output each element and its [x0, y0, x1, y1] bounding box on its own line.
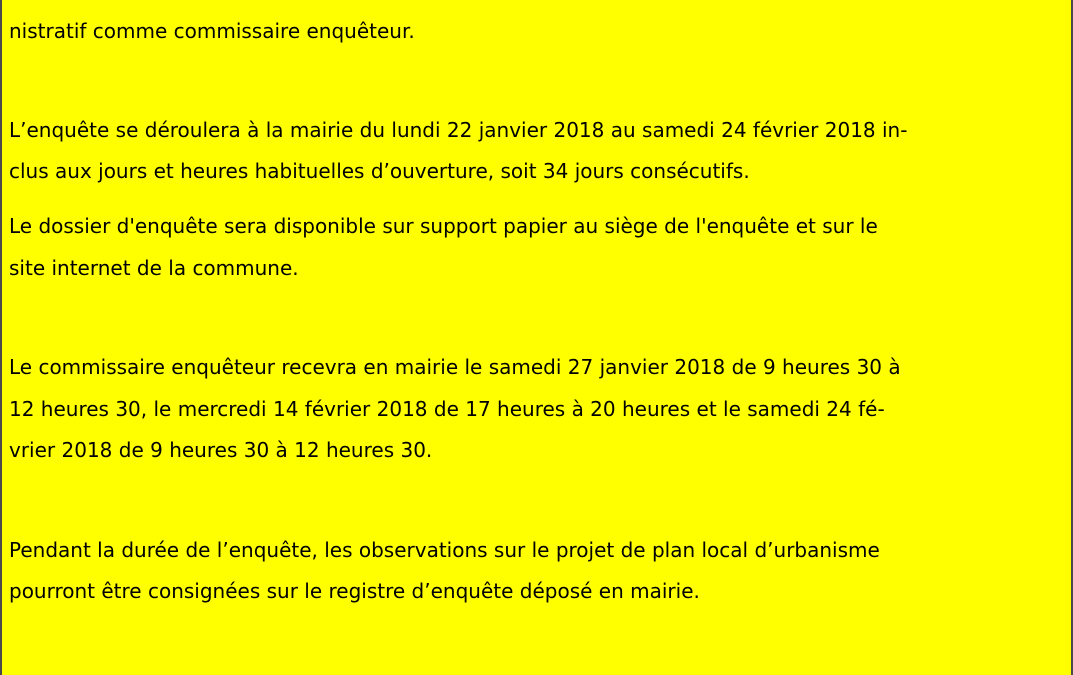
permanences-line-2: 12 heures 30, le mercredi 14 février 2018 de 17 heures à 20 heures et le samedi 24 fé-: [9, 397, 885, 421]
permanences-line-3: vrier 2018 de 9 heures 30 à 12 heures 30.: [9, 438, 433, 462]
observations-line-2: pourront être consignées sur le registre d’enquête déposé en mairie.: [9, 579, 700, 603]
observations-line-1: Pendant la durée de l’enquête, les observations sur le projet de plan local d’urbanisme: [9, 538, 880, 562]
dossier-line-2: site internet de la commune.: [9, 256, 299, 280]
dossier-line-1: Le dossier d'enquête sera disponible sur support papier au siège de l'enquête et sur le: [9, 214, 878, 238]
intro-line-1: nistratif comme commissaire enquêteur.: [9, 19, 415, 43]
dates-line-1: L’enquête se déroulera à la mairie du lundi 22 janvier 2018 au samedi 24 février 2018 in-: [9, 118, 908, 142]
dates-line-2: clus aux jours et heures habituelles d’ouverture, soit 34 jours consécutifs.: [9, 159, 750, 183]
permanences-line-1: Le commissaire enquêteur recevra en mairie le samedi 27 janvier 2018 de 9 heures 30 à: [9, 355, 901, 379]
